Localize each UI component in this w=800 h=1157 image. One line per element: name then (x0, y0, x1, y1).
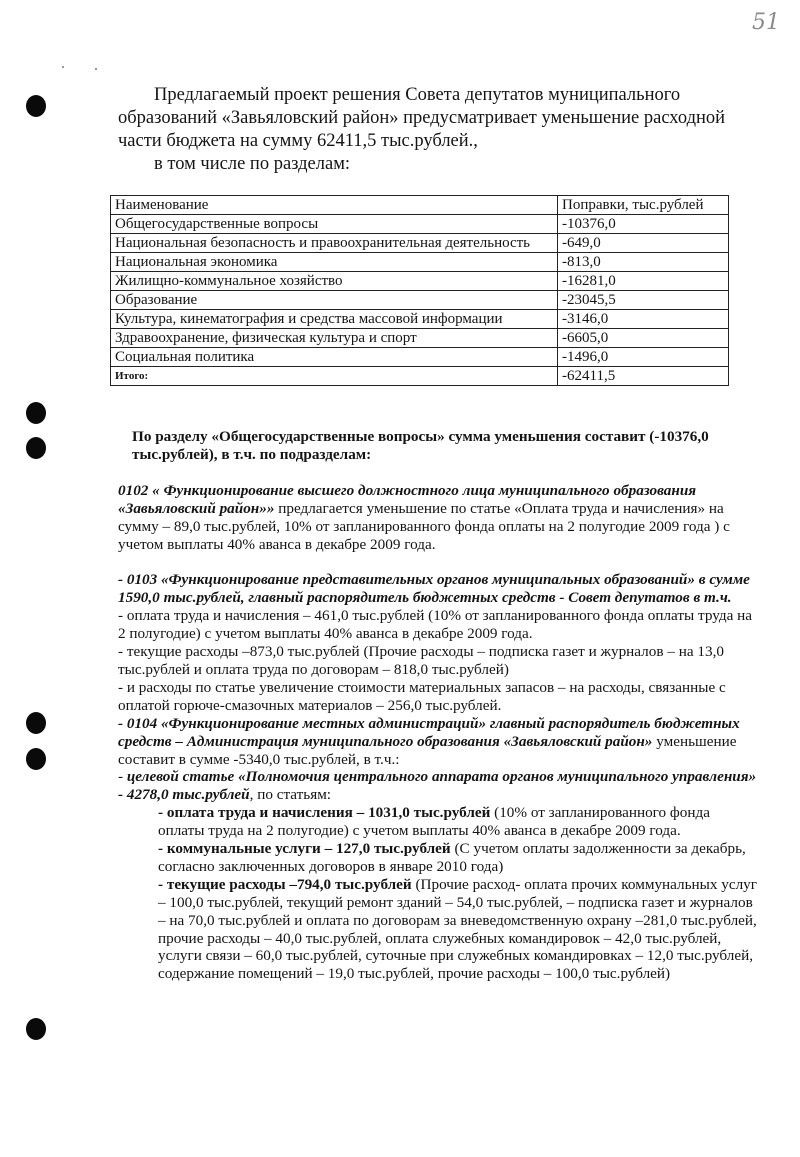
article-current-expenses: - текущие расходы –794,0 тыс.рублей (Прочие расход- оплата прочих коммунальных услуг – 100,0 тыс.рублей, текущий ремонт зданий – 54,0 тыс.рублей, – подписка газет и журналов – на 70,0 тыс.рублей и оплата по договорам за вневедомственную охрану –281,0 тыс.рублей, прочие расходы – 40,0 тыс.рублей, оплата служебных командировок – 42,0 тыс.рублей, услуги связи – 60,0 тыс.рублей, суточные при служебных командировках – 12,0 тыс.рублей, содержание помещений – 19,0 тыс.рублей, прочие расходы – 100,0 тыс.рублей) (158, 875, 757, 983)
total-amount: -62411,5 (558, 367, 729, 386)
subsection-0103-item: - текущие расходы –873,0 тыс.рублей (Прочие расходы – подписка газет и журналов – на 13,0 тыс.рублей и оплата труда по договорам – 818,0 тыс.рублей) (118, 643, 724, 678)
punch-hole (26, 95, 46, 117)
row-name: Жилищно-коммунальное хозяйство (111, 272, 558, 291)
scan-speck (62, 66, 64, 68)
punch-hole (26, 402, 46, 424)
table-row (111, 291, 729, 310)
intro-paragraph (118, 84, 758, 176)
row-name: Общегосударственные вопросы (111, 215, 558, 234)
subsection-0103-title: - 0103 «Функционирование представительных органов муниципальных образований» в сумме 1590,0 тыс.рублей, главный распорядитель бюджетных средств - Совет депутатов в т.ч. (118, 571, 750, 607)
table-row (111, 215, 729, 234)
intro-line-2: образований «Завьяловский район» предусматривает уменьшение расходной части бюджета на сумму 62411,5 тыс.рублей., (118, 108, 726, 151)
subsection-0103-item: - и расходы по статье увеличение стоимости материальных запасов – на расходы, связанные с оплатой горюче-смазочных материалов – 256,0 тыс.рублей. (118, 678, 726, 714)
table-row (111, 272, 729, 291)
punch-hole (26, 437, 46, 459)
section-heading: По разделу «Общегосударственные вопросы» сумма уменьшения составит (-10376,0 тыс.рублей), в т.ч. по подразделам: (132, 428, 709, 463)
section-body (118, 428, 758, 983)
table-row (111, 234, 729, 253)
row-name: Национальная экономика (111, 253, 558, 272)
budget-amendments-table (110, 195, 729, 386)
punch-hole (26, 712, 46, 734)
header-name: Наименование (111, 196, 558, 215)
subsection-0102: 0102 « Функционирование высшего должностного лица муниципального образования «Завьяловский район»» предлагается уменьшение по статье «Оплата труда и начисления» на сумму – 89,0 тыс.рублей, 10% от запланированного фонда оплаты на 2 полугодие 2009 года ) с учетом выплаты 40% аванса в декабре 2009 года. (118, 481, 730, 553)
punch-hole (26, 1018, 46, 1040)
row-amount: -6605,0 (558, 329, 729, 348)
row-name: Национальная безопасность и правоохранительная деятельность (111, 234, 558, 253)
row-name: Образование (111, 291, 558, 310)
total-label: Итого: (111, 367, 558, 386)
subsection-0104: - 0104 «Функционирование местных администраций» главный распорядитель бюджетных средств – Администрация муниципального образования «Завьяловский район» уменьшение составит в сумме -5340,0 тыс.рублей, в т.ч.: (118, 714, 740, 768)
subsection-0103-item: - оплата труда и начисления – 461,0 тыс.рублей (10% от запланированного фонда оплаты труда на 2 полугодие) с учетом выплаты 40% аванса в декабре 2009 года. (118, 607, 752, 643)
target-article: - целевой статье «Полномочия центрального аппарата органов муниципального управления» - 4278,0 тыс.рублей, по статьям: (118, 768, 757, 804)
row-amount: -10376,0 (558, 215, 729, 234)
row-name: Социальная политика (111, 348, 558, 367)
table-row (111, 348, 729, 367)
row-name: Культура, кинематография и средства массовой информации (111, 310, 558, 329)
table-row (111, 310, 729, 329)
table-row (111, 253, 729, 272)
row-name: Здравоохранение, физическая культура и спорт (111, 329, 558, 348)
table-row (111, 329, 729, 348)
intro-line-3: в том числе по разделам: (154, 154, 351, 174)
row-amount: -1496,0 (558, 348, 729, 367)
article-utilities: - коммунальные услуги – 127,0 тыс.рублей (С учетом оплаты задолженности за декабрь, согласно заключенных договоров в январе 2010 года) (158, 840, 746, 875)
table-total-row (111, 367, 729, 386)
page-number: 51 (752, 10, 780, 35)
row-amount: -16281,0 (558, 272, 729, 291)
scan-speck (95, 68, 97, 70)
article-payroll: - оплата труда и начисления – 1031,0 тыс.рублей (10% от запланированного фонда оплаты труда на 2 полугодие) с учетом выплаты 40% аванса в декабре 2009 года. (158, 804, 710, 840)
header-amount: Поправки, тыс.рублей (558, 196, 729, 215)
row-amount: -649,0 (558, 234, 729, 253)
row-amount: -813,0 (558, 253, 729, 272)
intro-line-1: Предлагаемый проект решения Совета депутатов муниципального (154, 85, 681, 105)
row-amount: -3146,0 (558, 310, 729, 329)
table-header-row (111, 196, 729, 215)
punch-hole (26, 748, 46, 770)
row-amount: -23045,5 (558, 291, 729, 310)
